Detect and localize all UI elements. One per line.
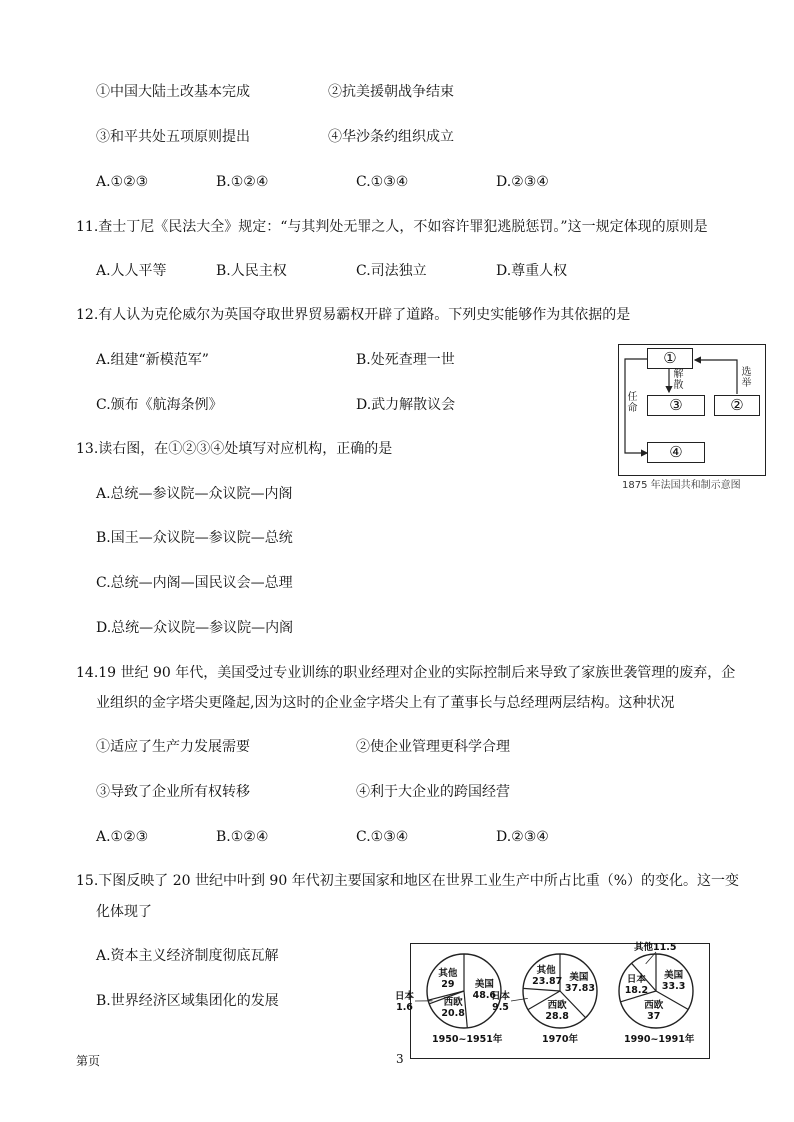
pie-1-title: 1950~1951年 bbox=[432, 1034, 503, 1045]
q13-answer-a: A.总统—参议院—众议院—内阁 bbox=[96, 486, 293, 502]
q10-option-2: ②抗美援朝战争结束 bbox=[328, 84, 454, 100]
pie-2-label-2: 日本 9.5 bbox=[491, 991, 511, 1013]
q14-option-1: ①适应了生产力发展需要 bbox=[96, 739, 250, 755]
footer-label: 第页 bbox=[76, 1054, 101, 1068]
q10-answer-c: C.①③④ bbox=[356, 174, 409, 190]
diagram-box-2: ② bbox=[714, 395, 760, 416]
pie-2-label-1: 西欧 28.8 bbox=[545, 1000, 569, 1023]
q14-option-2: ②使企业管理更科学合理 bbox=[356, 739, 510, 755]
q10-answer-a: A.①②③ bbox=[96, 174, 149, 190]
diagram-box-1: ① bbox=[647, 348, 693, 369]
q12-answer-a: A.组建“新模范军” bbox=[96, 352, 209, 368]
diagram-caption: 1875 年法国共和制示意图 bbox=[622, 480, 741, 491]
elect-label: 选举 bbox=[741, 367, 752, 389]
q12-answer-c: C.颁布《航海条例》 bbox=[96, 397, 223, 413]
q13-answer-d: D.总统—众议院—参议院—内阁 bbox=[96, 620, 294, 636]
q10-option-1: ①中国大陆土改基本完成 bbox=[96, 84, 250, 100]
q14-option-3: ③导致了企业所有权转移 bbox=[96, 784, 250, 800]
q15-answer-a: A.资本主义经济制度彻底瓦解 bbox=[96, 948, 279, 964]
pie-1-label-2: 日本 1.6 bbox=[395, 991, 415, 1013]
q13-answer-c: C.总统—内阁—国民议会—总理 bbox=[96, 575, 293, 591]
q11-answer-c: C.司法独立 bbox=[356, 263, 427, 279]
q14-answer-a: A.①②③ bbox=[96, 829, 149, 845]
q14-answer-b: B.①②④ bbox=[216, 829, 269, 845]
pie-3-title: 1990~1991年 bbox=[624, 1034, 695, 1045]
q10-answer-d: D.②③④ bbox=[496, 174, 549, 190]
q15-answer-b: B.世界经济区域集团化的发展 bbox=[96, 993, 279, 1009]
q11-stem: 11.查士丁尼《民法大全》规定：“与其判处无罪之人，不如容许罪犯逃脱惩罚。”这一规定体现的原则是 bbox=[76, 219, 708, 235]
pie-3-label-3: 其他11.5 bbox=[634, 942, 677, 953]
page-number: 3 bbox=[396, 1052, 404, 1066]
republic-diagram bbox=[618, 344, 766, 476]
pie-3-label-1: 西欧 37 bbox=[644, 1000, 664, 1023]
q13-answer-b: B.国王—众议院—参议院—总统 bbox=[96, 530, 293, 546]
dissolve-label: 解散 bbox=[673, 369, 684, 391]
pie-3-label-2: 日本 18.2 bbox=[624, 974, 649, 997]
pie-1-label-1: 西欧 20.8 bbox=[441, 997, 465, 1020]
q13-stem: 13.读右图，在①②③④处填写对应机构，正确的是 bbox=[76, 441, 393, 457]
pie-2-title: 1970年 bbox=[542, 1034, 578, 1045]
q14-option-4: ④利于大企业的跨国经营 bbox=[356, 784, 510, 800]
q10-answer-b: B.①②④ bbox=[216, 174, 269, 190]
q11-answer-a: A.人人平等 bbox=[96, 263, 167, 279]
pie-1-label-0: 美国 48.6 bbox=[472, 979, 497, 1002]
q15-stem-line2: 化体现了 bbox=[96, 904, 152, 920]
q14-stem-line1: 14.19 世纪 90 年代，美国受过专业训练的职业经理对企业的实际控制后来导致了家族世袭管理的废弃，企 bbox=[76, 665, 736, 681]
q11-answer-d: D.尊重人权 bbox=[496, 263, 568, 279]
pie-1-label-3: 其他 29 bbox=[438, 967, 458, 990]
q12-answer-d: D.武力解散议会 bbox=[356, 397, 456, 413]
q14-stem-line2: 业组织的金字塔尖更隆起,因为这时的企业金字塔尖上有了董事长与总经理两层结构。这种状况 bbox=[96, 695, 675, 711]
diagram-box-3: ③ bbox=[647, 395, 705, 416]
q12-stem: 12.有人认为克伦威尔为英国夺取世界贸易霸权开辟了道路。下列史实能够作为其依据的是 bbox=[76, 307, 631, 323]
q14-answer-d: D.②③④ bbox=[496, 829, 549, 845]
pie-2-label-3: 其他 23.87 bbox=[532, 965, 563, 988]
pie-2-label-0: 美国 37.83 bbox=[564, 972, 595, 995]
diagram-box-4: ④ bbox=[647, 442, 705, 463]
q14-answer-c: C.①③④ bbox=[356, 829, 409, 845]
q12-answer-b: B.处死查理一世 bbox=[356, 352, 455, 368]
q10-option-3: ③和平共处五项原则提出 bbox=[96, 129, 250, 145]
q15-stem-line1: 15.下图反映了 20 世纪中叶到 90 年代初主要国家和地区在世界工业生产中所占比重（%）的变化。这一变 bbox=[76, 873, 739, 889]
industrial-share-pie-charts bbox=[395, 942, 710, 1059]
q11-answer-b: B.人民主权 bbox=[216, 263, 287, 279]
q10-option-4: ④华沙条约组织成立 bbox=[328, 129, 454, 145]
appoint-label: 任命 bbox=[627, 392, 638, 414]
pie-3-label-0: 美国 33.3 bbox=[661, 969, 686, 992]
